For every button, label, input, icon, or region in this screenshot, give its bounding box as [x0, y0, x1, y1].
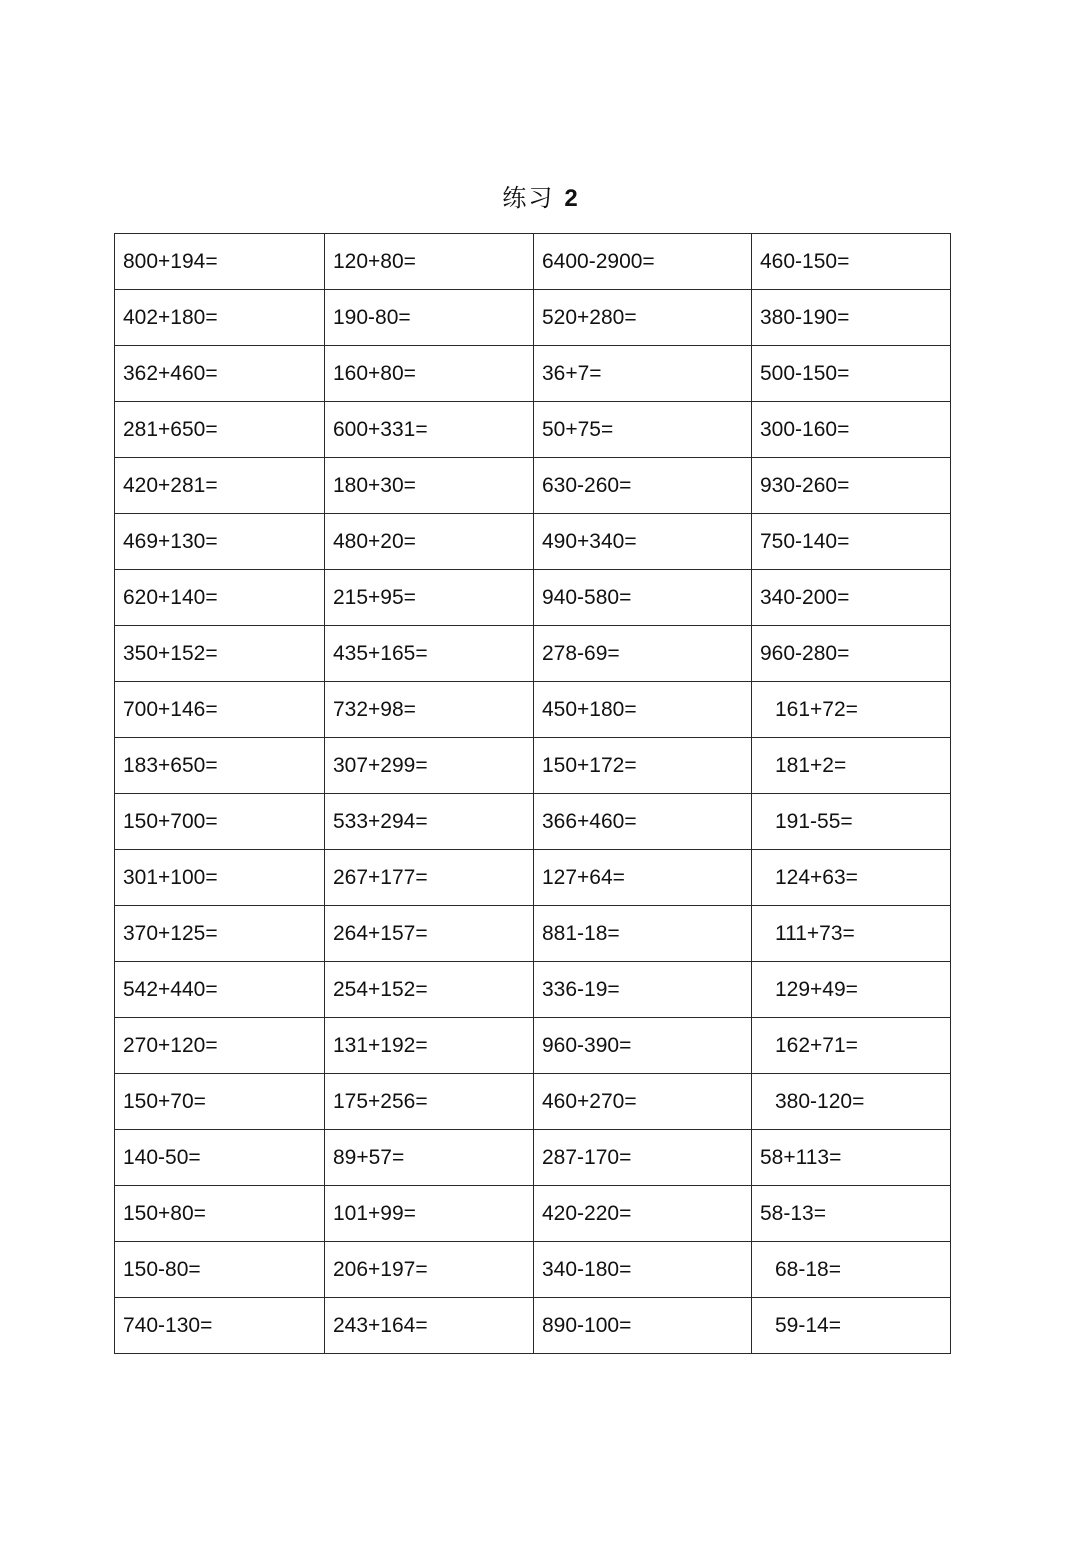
problem-cell: 460+270= [534, 1074, 752, 1130]
problem-cell: 129+49= [752, 962, 951, 1018]
problem-cell: 340-180= [534, 1242, 752, 1298]
problem-cell: 267+177= [325, 850, 534, 906]
problem-cell: 150+172= [534, 738, 752, 794]
problem-cell: 101+99= [325, 1186, 534, 1242]
problem-cell: 740-130= [115, 1298, 325, 1354]
problem-cell: 183+650= [115, 738, 325, 794]
problem-cell: 281+650= [115, 402, 325, 458]
problem-cell: 307+299= [325, 738, 534, 794]
table-row [115, 906, 951, 962]
problem-cell: 960-390= [534, 1018, 752, 1074]
problem-cell: 402+180= [115, 290, 325, 346]
problem-cell: 150+700= [115, 794, 325, 850]
problem-cell: 732+98= [325, 682, 534, 738]
table-row [115, 290, 951, 346]
problem-cell: 366+460= [534, 794, 752, 850]
problem-cell: 59-14= [752, 1298, 951, 1354]
problem-cell: 6400-2900= [534, 234, 752, 290]
problem-cell: 160+80= [325, 346, 534, 402]
problem-cell: 120+80= [325, 234, 534, 290]
problem-cell: 370+125= [115, 906, 325, 962]
problem-cell: 380-190= [752, 290, 951, 346]
problem-cell: 890-100= [534, 1298, 752, 1354]
problem-cell: 800+194= [115, 234, 325, 290]
problem-cell: 278-69= [534, 626, 752, 682]
problem-cell: 150+70= [115, 1074, 325, 1130]
table-row [115, 850, 951, 906]
problem-cell: 630-260= [534, 458, 752, 514]
title-text: 练习 [502, 184, 555, 212]
problem-cell: 215+95= [325, 570, 534, 626]
problem-cell: 175+256= [325, 1074, 534, 1130]
table-row [115, 570, 951, 626]
problem-cell: 111+73= [752, 906, 951, 962]
table-row [115, 626, 951, 682]
exercise-table-body [115, 234, 951, 1354]
problem-cell: 140-50= [115, 1130, 325, 1186]
problem-cell: 181+2= [752, 738, 951, 794]
table-row [115, 514, 951, 570]
problem-cell: 124+63= [752, 850, 951, 906]
problem-cell: 340-200= [752, 570, 951, 626]
problem-cell: 336-19= [534, 962, 752, 1018]
problem-cell: 435+165= [325, 626, 534, 682]
problem-cell: 940-580= [534, 570, 752, 626]
table-row [115, 1298, 951, 1354]
table-row [115, 1242, 951, 1298]
problem-cell: 960-280= [752, 626, 951, 682]
problem-cell: 50+75= [534, 402, 752, 458]
problem-cell: 191-55= [752, 794, 951, 850]
table-row [115, 794, 951, 850]
problem-cell: 542+440= [115, 962, 325, 1018]
problem-cell: 490+340= [534, 514, 752, 570]
problem-cell: 533+294= [325, 794, 534, 850]
problem-cell: 700+146= [115, 682, 325, 738]
problem-cell: 264+157= [325, 906, 534, 962]
table-row [115, 234, 951, 290]
problem-cell: 89+57= [325, 1130, 534, 1186]
problem-cell: 460-150= [752, 234, 951, 290]
problem-cell: 58-13= [752, 1186, 951, 1242]
problem-cell: 58+113= [752, 1130, 951, 1186]
table-row [115, 458, 951, 514]
problem-cell: 881-18= [534, 906, 752, 962]
problem-cell: 420-220= [534, 1186, 752, 1242]
table-row [115, 738, 951, 794]
problem-cell: 162+71= [752, 1018, 951, 1074]
problem-cell: 243+164= [325, 1298, 534, 1354]
problem-cell: 420+281= [115, 458, 325, 514]
problem-cell: 930-260= [752, 458, 951, 514]
table-row [115, 402, 951, 458]
problem-cell: 300-160= [752, 402, 951, 458]
problem-cell: 750-140= [752, 514, 951, 570]
problem-cell: 380-120= [752, 1074, 951, 1130]
problem-cell: 127+64= [534, 850, 752, 906]
problem-cell: 180+30= [325, 458, 534, 514]
table-row [115, 1130, 951, 1186]
problem-cell: 620+140= [115, 570, 325, 626]
problem-cell: 206+197= [325, 1242, 534, 1298]
table-row [115, 1186, 951, 1242]
problem-cell: 150-80= [115, 1242, 325, 1298]
problem-cell: 150+80= [115, 1186, 325, 1242]
table-row [115, 1074, 951, 1130]
problem-cell: 190-80= [325, 290, 534, 346]
problem-cell: 270+120= [115, 1018, 325, 1074]
problem-cell: 161+72= [752, 682, 951, 738]
problem-cell: 469+130= [115, 514, 325, 570]
table-row [115, 682, 951, 738]
problem-cell: 500-150= [752, 346, 951, 402]
problem-cell: 350+152= [115, 626, 325, 682]
problem-cell: 131+192= [325, 1018, 534, 1074]
problem-cell: 480+20= [325, 514, 534, 570]
problem-cell: 301+100= [115, 850, 325, 906]
problem-cell: 254+152= [325, 962, 534, 1018]
title-number: 2 [564, 185, 578, 212]
problem-cell: 450+180= [534, 682, 752, 738]
problem-cell: 36+7= [534, 346, 752, 402]
page-title [0, 181, 1080, 216]
problem-cell: 362+460= [115, 346, 325, 402]
problem-cell: 68-18= [752, 1242, 951, 1298]
exercise-table [114, 233, 951, 1354]
problem-cell: 600+331= [325, 402, 534, 458]
table-row [115, 1018, 951, 1074]
problem-cell: 520+280= [534, 290, 752, 346]
problem-cell: 287-170= [534, 1130, 752, 1186]
table-row [115, 962, 951, 1018]
table-row [115, 346, 951, 402]
